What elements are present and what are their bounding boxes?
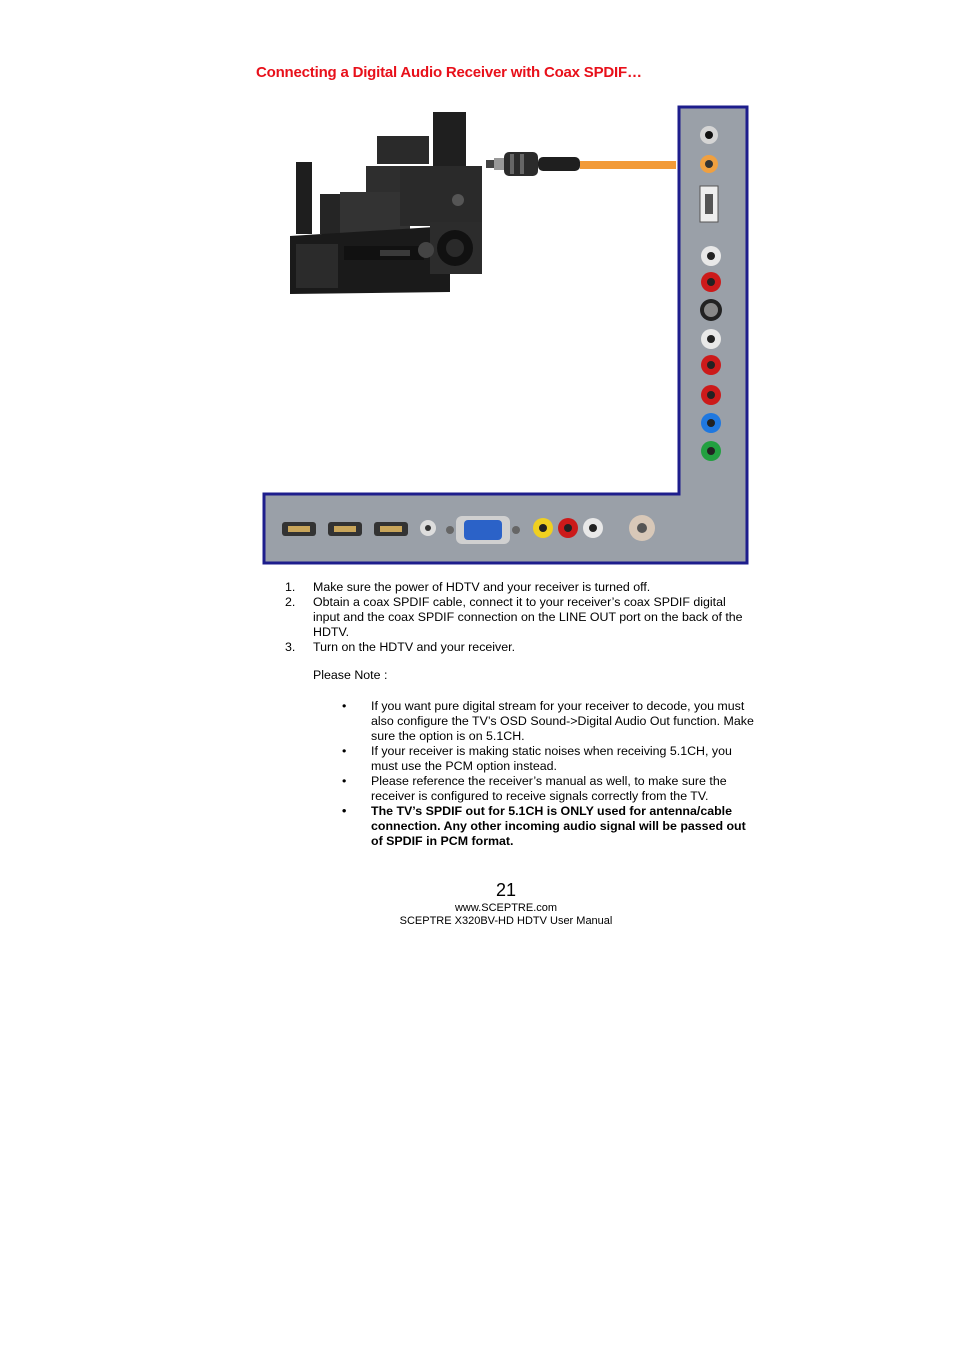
list-item: 3. Turn on the HDTV and your receiver. xyxy=(285,640,516,654)
bullet-icon: • xyxy=(342,699,347,713)
footer-website: www.SCEPTRE.com xyxy=(454,902,558,914)
list-item: • If you want pure digital stream for your receiver to decode, you must also configure the TV’s OSD Sound->Digital Audio Out function. Make sure the option is on 5.1CH. xyxy=(342,699,754,743)
bullet-icon: • xyxy=(342,744,347,758)
bullet-icon: • xyxy=(342,774,347,788)
footer-manual-title: SCEPTRE X320BV-HD HDTV User Manual xyxy=(399,915,613,927)
list-item: 1. Make sure the power of HDTV and your receiver is turned off. xyxy=(285,580,651,594)
page-number: 21 xyxy=(495,880,517,900)
steps-list xyxy=(285,580,755,655)
home-theater-system-image xyxy=(290,112,482,294)
connection-diagram xyxy=(260,104,752,568)
list-item: 2. Obtain a coax SPDIF cable, connect it to your receiver’s coax SPDIF digital input and the coax SPDIF connection on the LINE OUT port on the back of the HDTV. xyxy=(285,595,743,639)
list-item: • The TV’s SPDIF out for 5.1CH is ONLY used for antenna/cable connection. Any other incoming audio signal will be passed out of SPDIF in PCM format. xyxy=(342,804,746,848)
tv-back-panel xyxy=(264,107,747,563)
list-item: • If your receiver is making static noises when receiving 5.1CH, you must use the PCM option instead. xyxy=(342,744,732,773)
list-item: • Please reference the receiver’s manual as well, to make sure the receiver is configured to receive signals correctly from the TV. xyxy=(342,774,727,803)
coax-spdif-cable xyxy=(486,152,676,176)
bullet-icon: • xyxy=(342,804,347,818)
page-heading: Connecting a Digital Audio Receiver with Coax SPDIF… xyxy=(256,64,642,81)
notes-list xyxy=(340,699,758,849)
note-label: Please Note : xyxy=(313,668,388,682)
